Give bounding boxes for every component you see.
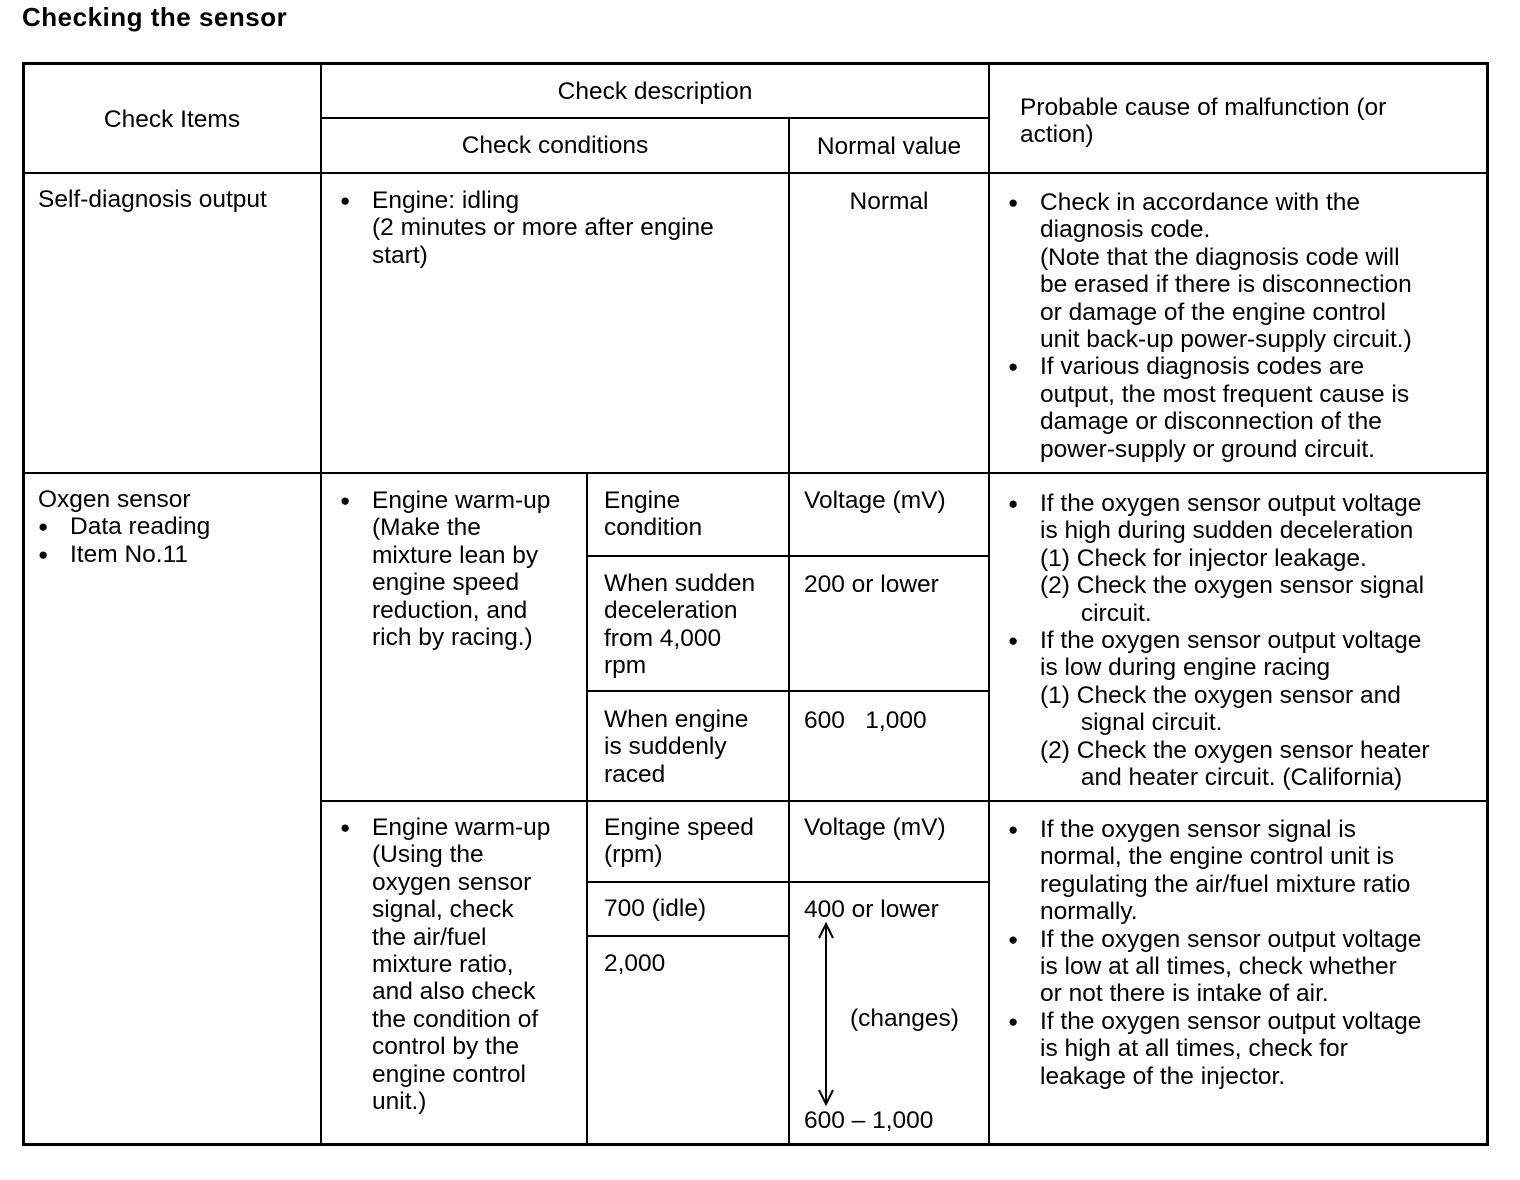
cause-bullet-item: ● Check in accordance with the diagnosis code. (Note that the diagnosis code will be erased if there is disconnection or damage of the engine control unit back-up power-supply circuit.) <box>1008 189 1412 353</box>
grid-line <box>586 935 788 937</box>
row2a-subrow2-condition: When engine is suddenly raced <box>604 706 749 788</box>
row2b-speed-2000: 2,000 <box>604 950 666 977</box>
cause-bullet-item: ● If the oxygen sensor signal is normal, the engine control unit is regulating the air/fuel mixture ratio normally. <box>1008 816 1421 926</box>
row1-check-item: Self-diagnosis output <box>38 186 267 213</box>
row2b-subheader-value: Voltage (mV) <box>804 814 946 841</box>
grid-line <box>22 172 1489 174</box>
grid-line <box>22 472 1489 474</box>
item-bullet: ● Data reading <box>38 513 210 540</box>
row2b-value-top: 400 or lower <box>804 896 939 923</box>
grid-line <box>988 62 990 1146</box>
grid-line <box>320 62 322 1146</box>
row2b-speed-idle: 700 (idle) <box>604 895 707 922</box>
row2a-subrow1-condition: When sudden deceleration from 4,000 rpm <box>604 570 756 680</box>
cause-bullet-item: ● If the oxygen sensor output voltage is high at all times, check for leakage of the injector. <box>1008 1008 1421 1090</box>
row2b-cause <box>1008 816 1421 1090</box>
row2a-subheader-condition: Engine condition <box>604 487 703 542</box>
cause-bullet-item: ● If the oxygen sensor output voltage is high during sudden deceleration <box>1008 490 1430 545</box>
row2a-subrow2-value: 600 1,000 <box>804 707 927 734</box>
double-arrow-icon <box>814 920 838 1110</box>
row2b-subheader-condition: Engine speed (rpm) <box>604 814 754 869</box>
grid-line <box>320 117 988 119</box>
header-normal-value: Normal value <box>816 133 962 160</box>
row2b-condition: ● Engine warm-up (Using the oxygen sensor signal, check the air/fuel mixture ratio, and also check the condition of control by the engine control unit.) <box>340 814 550 1115</box>
row2a-subheader-value: Voltage (mV) <box>804 487 946 514</box>
cause-sub-item: (2) Check the oxygen sensor signal circuit. <box>1040 572 1425 627</box>
row1-normal-value: Normal <box>849 188 929 215</box>
grid-line <box>320 800 1489 802</box>
row2a-cause <box>1008 490 1430 791</box>
row2b-value-changes: (changes) <box>850 1005 959 1032</box>
cause-sub-item: (2) Check the oxygen sensor heater and heater circuit. (California) <box>1040 736 1430 792</box>
header-check-items: Check Items <box>103 106 241 133</box>
row2-check-item: Oxgen sensor ● Data reading ● Item No.11 <box>38 486 210 568</box>
grid-line <box>586 473 588 1146</box>
row2a-subrow1-value: 200 or lower <box>804 571 939 598</box>
grid-line <box>586 881 988 883</box>
header-check-description: Check description <box>557 78 753 105</box>
grid-line <box>586 555 988 557</box>
cause-bullet-item: ● If the oxygen sensor output voltage is low at all times, check whether or not there is intake of air. <box>1008 926 1421 1008</box>
cause-sub-item: (1) Check for injector leakage. <box>1040 544 1367 572</box>
header-probable-cause: Probable cause of malfunction (or action) <box>1020 94 1387 149</box>
row1-cause <box>1008 189 1412 463</box>
cause-bullet-item: ● If various diagnosis codes are output, the most frequent cause is damage or disconnection of the power-supply or ground circuit. <box>1008 353 1412 463</box>
grid-line <box>788 118 790 1146</box>
cause-bullet-item: ● If the oxygen sensor output voltage is low during engine racing <box>1008 627 1430 682</box>
page-title: Checking the sensor <box>22 2 288 32</box>
row2b-value-bottom: 600 – 1,000 <box>804 1107 934 1134</box>
cause-sub-item: (1) Check the oxygen sensor and signal circuit. <box>1040 681 1401 737</box>
row1-condition: ● Engine: idling (2 minutes or more after engine start) <box>340 187 714 269</box>
item-bullet: ● Item No.11 <box>38 541 210 568</box>
grid-line <box>586 690 988 692</box>
header-check-conditions: Check conditions <box>461 132 649 159</box>
row2a-condition: ● Engine warm-up (Make the mixture lean by engine speed reduction, and rich by racing.) <box>340 487 550 651</box>
